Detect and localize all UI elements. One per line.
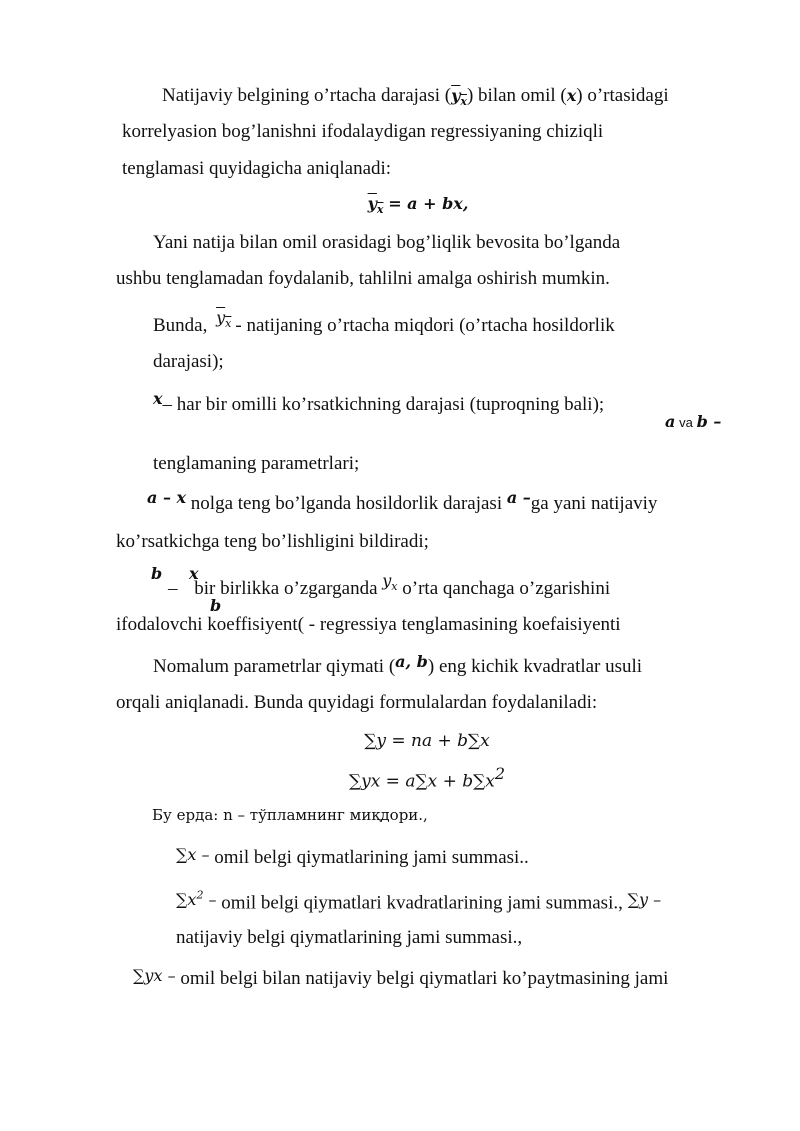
y-bar-x-symbol: $y_x$ (367, 194, 384, 217)
dash: – (168, 578, 183, 599)
formula-2 (0, 762, 800, 793)
paragraph-3-line-1 (153, 308, 615, 344)
paragraph-4-line-1 (147, 488, 658, 516)
text: ga yani natijaviy (530, 493, 658, 514)
a-dash-symbol: a – (506, 488, 531, 507)
sum-yx-line (133, 967, 668, 991)
text: ) eng kichik kvadratlar usuli (427, 656, 643, 677)
sum-y-symbol: ∑y – (627, 890, 662, 910)
formula-2-sup: 2 (494, 764, 506, 783)
formula-2-text: ∑yx = a∑x + b∑x (348, 771, 495, 792)
paragraph-1-line-1 (162, 84, 669, 114)
sum-x2-line (176, 887, 661, 915)
a-minus-x-symbol: a – x (147, 488, 187, 507)
text: nolga teng bo’lganda hosildorlik darajasi (190, 493, 503, 514)
text: – har bir omilli ko’rsatkichning darajasi (tuproqning bali); (162, 394, 605, 415)
paragraph-6-line-2: orqali aniqlanadi. Bunda quyidagi formulalardan foydalaniladi: (116, 692, 598, 713)
text: Nomalum parametrlar qiymati ( (153, 656, 396, 677)
a-va-b-label (665, 410, 721, 435)
paragraph-4-line-2: ko’rsatkichga teng bo’lishligini bildiradi; (116, 531, 429, 552)
y-bar-x-symbol: yx (216, 308, 232, 331)
sum-x-symbol: ∑x – (176, 845, 210, 864)
sum-x2-symbol: $\sum x^2$ – (176, 889, 217, 910)
y-x-symbol: yx (382, 571, 398, 594)
paragraph-6-line-1 (153, 652, 643, 679)
sum-yx-symbol: ∑yx – (133, 966, 176, 985)
b-symbol: b (210, 596, 222, 615)
bunda-word: Bunda, (153, 315, 208, 336)
sum-y-line: natijaviy belgi qiymatlarining jami summasi., (176, 927, 523, 948)
a-b-symbol: a, b (395, 652, 428, 671)
formula-1 (0, 729, 800, 753)
paragraph-5-line-2: ifodalovchi koeffisiyent( - regressiya tenglamasining koefaisiyenti (116, 614, 621, 635)
sum-x2-base: ∑x (176, 890, 197, 910)
b-symbol: b (151, 564, 163, 583)
equation-rhs: = a + bx, (388, 194, 469, 213)
main-equation (0, 192, 800, 222)
b-dash-symbol: b – (696, 412, 722, 431)
text: omil belgi bilan natijaviy belgi qiymatlari ko’paytmasining jami (180, 968, 669, 989)
sum-x-line (176, 846, 529, 870)
x-symbol: x (153, 389, 163, 408)
text: - natijaning o’rtacha miqdori (o’rtacha hosildorlik (235, 315, 615, 336)
va-word: va (679, 415, 693, 430)
x-symbol: x (566, 86, 577, 105)
x-symbol: x (188, 564, 199, 583)
sum-x2-sup: 2 (196, 889, 204, 902)
cyrillic-note: Бу ерда: n – тўпламнинг миқдори., (152, 806, 428, 824)
text: ) o’rtasidagi (576, 85, 669, 106)
a-symbol: a (665, 412, 676, 431)
paragraph-5-line-1 (168, 571, 611, 607)
y-bar-x-symbol: $y_x$ (451, 86, 467, 109)
text: o’rta qanchaga o’zgarishini (402, 578, 611, 599)
paragraph-1-line-2: korrelyasion bog’lanishni ifodalaydigan regressiyaning chiziqli (122, 121, 604, 142)
text: omil belgi qiymatlarining jami summasi.. (214, 847, 529, 868)
text: Natijaviy belgining o’rtacha darajasi ( (162, 85, 452, 106)
paragraph-1-line-3: tenglamasi quyidagicha aniqlanadi: (122, 158, 392, 179)
text: bir birlikka o’zgarganda (194, 578, 378, 599)
paragraph-2-line-1: Yani natija bilan omil orasidagi bog’liqlik bevosita bo’lganda (153, 232, 621, 253)
formula-1-text: ∑y = na + b∑x (364, 731, 490, 751)
paragraph-3-line-2: darajasi); (153, 351, 224, 372)
text: omil belgi qiymatlari kvadratlarining jami summasi., (221, 892, 623, 914)
paragraph-3-line-3 (153, 389, 605, 417)
paragraph-2-line-2: ushbu tenglamadan foydalanib, tahlilni amalga oshirish mumkin. (116, 268, 610, 289)
text: ) bilan omil ( (466, 85, 567, 106)
paragraph-3-line-4: tenglamaning parametrlari; (153, 453, 360, 474)
